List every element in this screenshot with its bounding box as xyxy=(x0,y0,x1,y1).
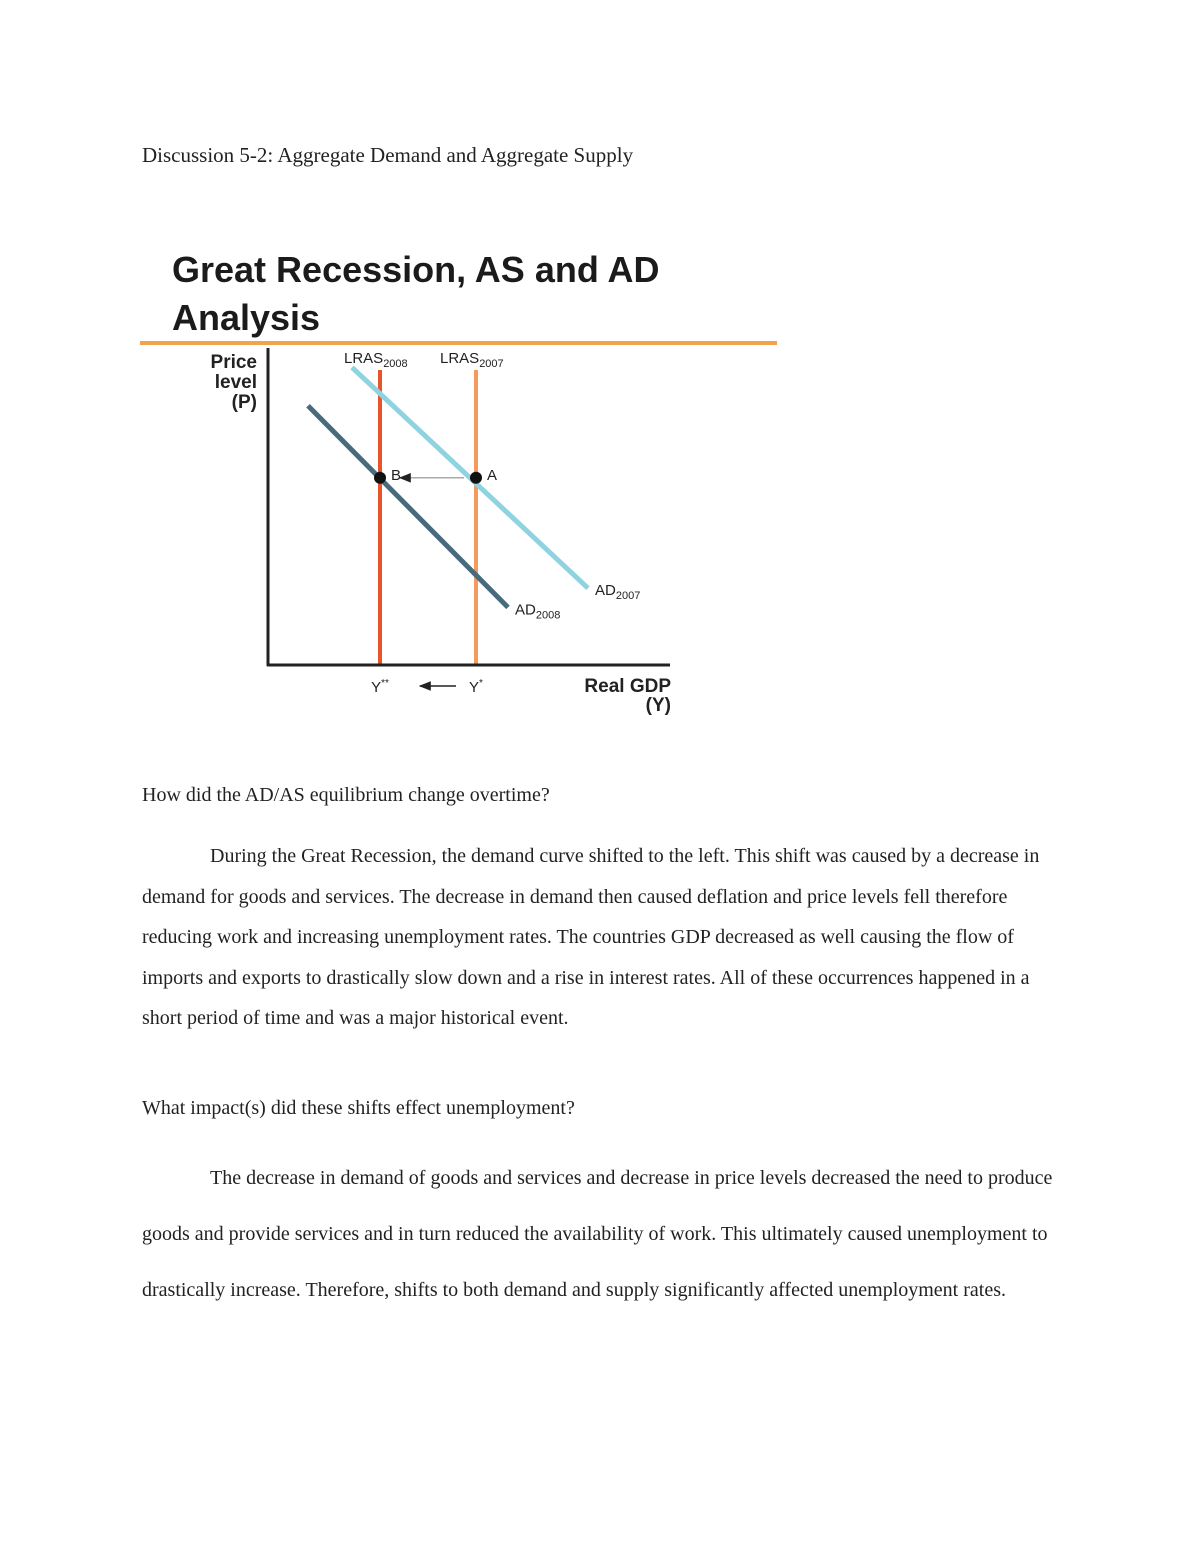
question-2: What impact(s) did these shifts effect unemployment? xyxy=(142,1097,575,1119)
equilibrium-point-b xyxy=(374,472,386,484)
chart-plot xyxy=(140,240,800,720)
equilibrium-label-a: A xyxy=(487,466,498,484)
ad2008-label: $AD_{2008}$ xyxy=(515,601,561,622)
document-title: Discussion 5-2: Aggregate Demand and Aggregate Supply xyxy=(142,143,634,167)
y-axis-label-level: level xyxy=(214,372,257,393)
answer-1: During the Great Recession, the demand curve shifted to the left. This shift was caused by a decrease in demand for goods and services. The decrease in demand then caused deflation and price levels fell therefore reducing work and increasing unemployment rates. The countries GDP decreased as well causing the flow of imports and exports to drastically slow down and a rise in interest rates. All of these occurrences happened in a short period of time and was a major historical event. xyxy=(142,845,1040,1030)
equilibrium-point-a xyxy=(470,472,482,484)
equilibrium-label-b: B xyxy=(391,466,402,484)
answer-2: The decrease in demand of goods and services and decrease in price levels decreased the need to produce goods and provide services and in turn reduced the availability of work. This ultimately caused unemployment to drastically increase. Therefore, shifts to both demand and supply significantly affected unemployment rates. xyxy=(142,1167,1053,1301)
y-axis-label-p: (P) xyxy=(231,392,257,413)
chart-title: Great Recession, AS and AD Analysis xyxy=(172,249,660,338)
y-axis-label-price: Price xyxy=(210,352,257,373)
x-tick-y-double-star: Y** xyxy=(371,678,389,696)
x-axis-label-real-gdp: Real GDP xyxy=(584,676,671,697)
lras2008-label: $LRAS_{2008}$ xyxy=(344,350,408,370)
x-axis-label-y: (Y) xyxy=(645,695,671,716)
x-tick-y-star: Y* xyxy=(469,678,483,696)
question-1: How did the AD/AS equilibrium change overtime? xyxy=(142,784,550,806)
as-ad-figure xyxy=(140,240,800,720)
ad2007-label: $AD_{2007}$ xyxy=(595,582,641,603)
lras2007-label: $LRAS_{2007}$ xyxy=(440,350,504,370)
